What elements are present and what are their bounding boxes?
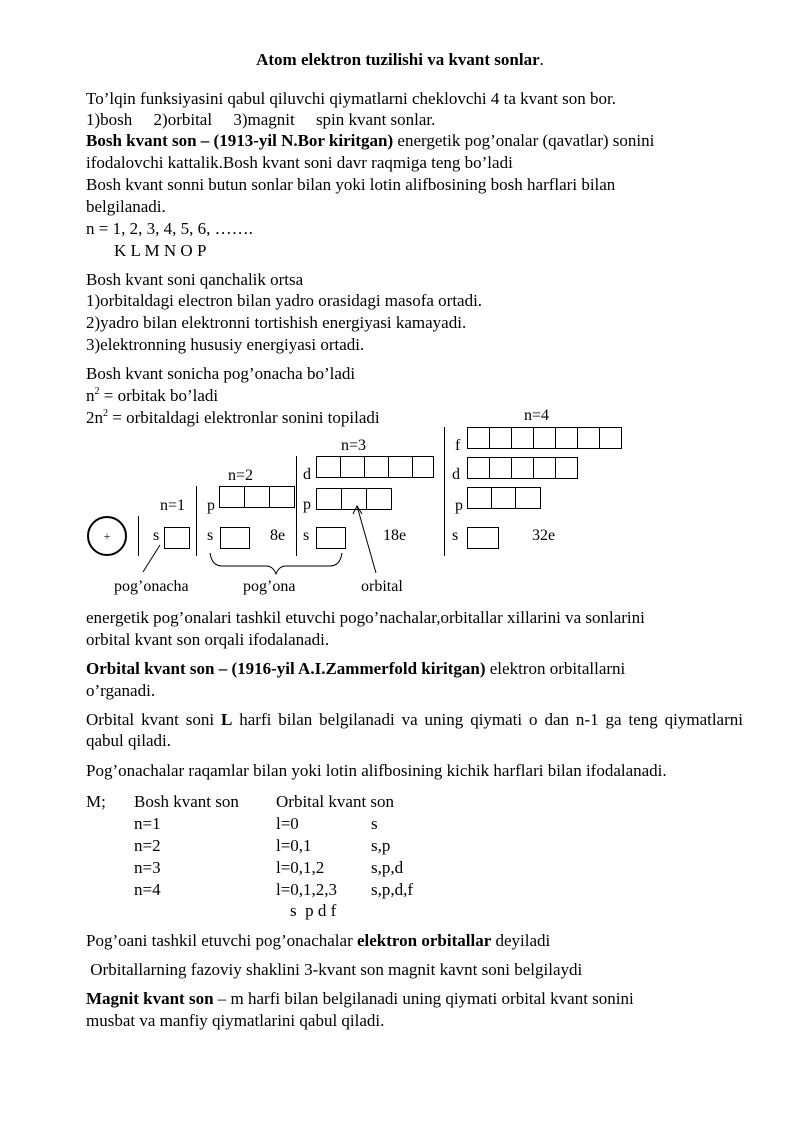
shell-divider-4	[444, 427, 445, 556]
magnit-paragraph-line-1: Magnit kvant son – m harfi bilan belgilanadi uning qiymati orbital kvant sonini	[86, 989, 634, 1008]
table-cell-n: n=3	[134, 858, 161, 877]
orbital-box	[555, 457, 578, 479]
bosh-heading: Bosh kvant son – (1913-yil N.Bor kiritgan)	[86, 131, 394, 150]
orbital-box	[269, 486, 295, 508]
orbital-box	[316, 456, 341, 478]
sublevel-d-4: d	[452, 466, 460, 483]
table-cell-sub: s,p,d	[371, 858, 404, 877]
table-footer-letters: s p d f	[290, 901, 337, 920]
orbital-box	[491, 487, 516, 509]
orbital-box	[577, 427, 600, 449]
intro-line-1: To’lqin funksiyasini qabul qiluvchi qiymatlarni cheklovchi 4 ta kvant son bor.	[86, 89, 616, 108]
orbital-box	[340, 456, 365, 478]
orbital-box	[164, 527, 190, 549]
label-n1: n=1	[160, 497, 186, 514]
after-diagram-line-1: energetik pog’onalari tashkil etuvchi pogo’nachalar,orbitallar xillarini va sonlarini	[86, 608, 645, 627]
ortsa-line-1: Bosh kvant soni qanchalik ortsa	[86, 270, 304, 289]
orbital-arrow-head	[353, 506, 362, 514]
electron-count-18e: 18e	[383, 527, 407, 544]
orbital-box	[555, 427, 578, 449]
table-cell-l: l=0,1,2	[276, 858, 325, 877]
formula-2n2: $2n^2$ = orbitaldagi elektronlar sonini topiladi	[86, 408, 380, 427]
orbital-box	[467, 457, 490, 479]
orbital-arrow	[357, 506, 376, 573]
orbital-box	[364, 456, 389, 478]
sublevel-s-2: s	[207, 527, 214, 544]
table-cell-l: l=0,1	[276, 836, 312, 855]
orbital-box	[489, 427, 512, 449]
table-cell-n: n=4	[134, 880, 161, 899]
shell-divider-3	[296, 456, 297, 556]
table-cell-sub: s	[371, 814, 378, 833]
table-cell-n: n=2	[134, 836, 161, 855]
orbital-box	[366, 488, 392, 510]
bosh-paragraph-line-4: belgilanadi.	[86, 197, 166, 216]
magnit-paragraph-line-2: musbat va manfiy qiymatlarini qabul qiladi.	[86, 1011, 385, 1030]
orbital-box	[511, 427, 534, 449]
sublevel-p-2: p	[207, 497, 215, 514]
orbital-box	[515, 487, 541, 509]
orbital-box	[219, 486, 245, 508]
ortsa-line-3: 2)yadro bilan elektronni tortishish energiyasi kamayadi.	[86, 313, 467, 332]
after-diagram-line-2: orbital kvant son orqali ifodalanadi.	[86, 630, 330, 649]
table-cell-l: l=0	[276, 814, 299, 833]
label-n2: n=2	[228, 467, 254, 484]
intro-line-2: 1)bosh 2)orbital 3)magnit spin kvant sonlar.	[86, 110, 436, 129]
label-pogonacha: pog’onacha	[114, 578, 189, 595]
nucleus: +	[87, 516, 127, 556]
electron-count-8e: 8e	[270, 527, 286, 544]
label-n3: n=3	[341, 437, 367, 454]
orbital-box	[599, 427, 622, 449]
table-cell-n: n=1	[134, 814, 161, 833]
sublevel-f-4: f	[455, 437, 461, 454]
ortsa-line-2: 1)orbitaldagi electron bilan yadro orasidagi masofa ortadi.	[86, 291, 483, 310]
closing-line-2: Orbitallarning fazoviy shaklini 3-kvant son magnit kavnt soni belgilaydi	[86, 960, 583, 979]
label-n4: n=4	[524, 407, 550, 424]
orbital-box	[467, 427, 490, 449]
orbital-box	[467, 527, 499, 549]
bosh-paragraph-line-3: Bosh kvant sonni butun sonlar bilan yoki lotin alifbosining bosh harflari bilan	[86, 175, 616, 194]
sublevel-pointer-line	[143, 545, 160, 572]
orbital-paragraph-line-2: o’rganadi.	[86, 681, 156, 700]
orbital-box	[244, 486, 270, 508]
table-cell-sub: s,p,d,f	[371, 880, 414, 899]
table-cell-sub: s,p	[371, 836, 391, 855]
orbital-L-paragraph: Orbital kvant soni L harfi bilan belgilanadi va uning qiymati o dan n-1 ga teng qiymatlarni qabul qiladi.	[86, 710, 743, 750]
formula-line-1: Bosh kvant sonicha pog’onacha bo’ladi	[86, 364, 356, 383]
label-pogona: pog’ona	[243, 578, 296, 595]
orbital-box	[412, 456, 434, 478]
orbital-box	[467, 487, 492, 509]
orbital-box	[533, 427, 556, 449]
orbital-sublevel-paragraph: Pog’onachalar raqamlar bilan yoki lotin alifbosining kichik harflari bilan ifodalanadi.	[86, 761, 667, 780]
orbital-box	[341, 488, 367, 510]
page-title: Atom elektron tuzilishi va kvant sonlar.	[256, 50, 544, 69]
orbital-paragraph-line-1: Orbital kvant son – (1916-yil A.I.Zammerfold kiritgan) elektron orbitallarni	[86, 659, 626, 678]
orbital-box	[388, 456, 413, 478]
sublevel-p-4: p	[455, 497, 463, 514]
magnit-heading: Magnit kvant son	[86, 989, 214, 1008]
closing-line-1: Pog’oani tashkil etuvchi pog’onachalar elektron orbitallar deyiladi	[86, 931, 551, 950]
orbital-box	[511, 457, 534, 479]
sublevel-s-4: s	[452, 527, 459, 544]
electron-count-32e: 32e	[532, 527, 556, 544]
table-label: M;	[86, 792, 106, 811]
orbital-heading: Orbital kvant son – (1916-yil A.I.Zammerfold kiritgan)	[86, 659, 486, 678]
orbital-box	[489, 457, 512, 479]
table-header-orbital: Orbital kvant son	[276, 792, 395, 811]
shell-divider-1	[138, 516, 139, 556]
shell-brace	[210, 553, 342, 574]
shell-divider-2	[196, 486, 197, 556]
n-values: n = 1, 2, 3, 4, 5, 6, …….	[86, 219, 253, 238]
table-header-bosh: Bosh kvant son	[134, 792, 239, 811]
label-orbital: orbital	[361, 578, 403, 595]
orbital-box	[316, 488, 342, 510]
sublevel-s-3: s	[303, 527, 310, 544]
orbital-box	[533, 457, 556, 479]
sublevel-d-3: d	[303, 466, 311, 483]
ortsa-line-4: 3)elektronning hususiy energiyasi ortadi.	[86, 335, 365, 354]
bosh-paragraph-line-2: ifodalovchi kattalik.Bosh kvant soni davr raqmiga teng bo’ladi	[86, 153, 513, 172]
sublevel-s-1: s	[153, 527, 160, 544]
orbital-box	[316, 527, 346, 549]
bosh-paragraph-line-1: Bosh kvant son – (1913-yil N.Bor kiritgan) energetik pog’onalar (qavatlar) sonini	[86, 131, 655, 150]
sublevel-p-3: p	[303, 496, 311, 513]
orbital-box	[220, 527, 250, 549]
table-cell-l: l=0,1,2,3	[276, 880, 338, 899]
formula-n2: $n^2$ = orbitak bo’ladi	[86, 386, 219, 405]
shell-letters: K L M N O P	[114, 241, 207, 260]
